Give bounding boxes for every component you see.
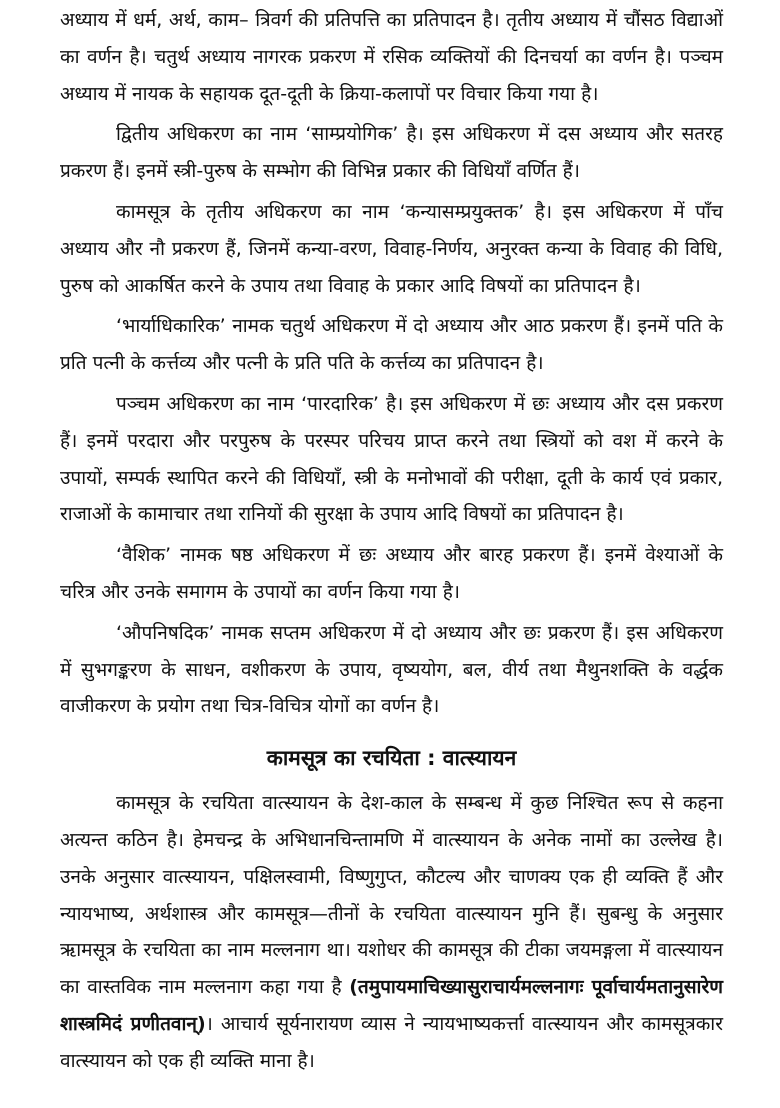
- document-page: [60, 2, 723, 1084]
- section-heading: कामसूत्र का रचयिता : वात्स्यायन: [266, 746, 517, 771]
- paragraph-2: द्वितीय अधिकरण का नाम ‘साम्प्रयोगिक’ है। इस अधिकरण में दस अध्याय और सतरह प्रकरण हैं। इनमें स्त्री-पुरुष के सम्भोग की विभिन्न प्रकार की विधियाँ वर्णित हैं।: [60, 123, 723, 183]
- paragraph-3: कामसूत्र के तृतीय अधिकरण का नाम ‘कन्यासम्प्रयुक्तक’ है। इस अधिकरण में पाँच अध्याय और नौ प्रकरण हैं, जिनमें कन्या-वरण, विवाह-निर्णय, अनुरक्त कन्या के विवाह की विधि, पुरुष को आकर्षित करने के उपाय तथा विवाह के प्रकार आदि विषयों का प्रतिपादन है।: [60, 200, 723, 297]
- paragraph-4: ‘भार्याधिकारिक’ नामक चतुर्थ अधिकरण में दो अध्याय और आठ प्रकरण हैं। इनमें पति के प्रति पत्नी के कर्त्तव्य और पत्नी के प्रति पति के कर्त्तव्य का प्रतिपादन है।: [60, 315, 723, 375]
- paragraph-6: ‘वैशिक’ नामक षष्ठ अधिकरण में छः अध्याय और बारह प्रकरण हैं। इनमें वेश्याओं के चरित्र और उनके समागम के उपायों का वर्णन किया गया है।: [60, 544, 723, 603]
- paragraph-1: अध्याय में धर्म, अर्थ, काम– त्रिवर्ग की प्रतिपत्ति का प्रतिपादन है। तृतीय अध्याय में चौंसठ विद्याओं का वर्णन है। चतुर्थ अध्याय नागरक प्रकरण में रसिक व्यक्तियों की दिनचर्या का वर्णन है। पञ्चम अध्याय में नायक के सहायक दूत-दूती के क्रिया-कलापों पर विचार किया गया है।: [60, 9, 723, 105]
- paragraph-7: ‘औपनिषदिक’ नामक सप्तम अधिकरण में दो अध्याय और छः प्रकरण हैं। इस अधिकरण में सुभगङ्करण के साधन, वशीकरण के उपाय, वृष्ययोग, बल, वीर्य तथा मैथुनशक्ति के वर्द्धक वाजीकरण के प्रयोग तथा चित्र-विचित्र योगों का वर्णन है।: [60, 621, 723, 718]
- paragraph-8-text: कामसूत्र के रचयिता वात्स्यायन के देश-काल के सम्बन्ध में कुछ निश्चित रूप से कहना अत्यन्त कठिन है। हेमचन्द्र के अभिधानचिन्तामणि में वात्स्यायन के अनेक नामों का उल्लेख है। उनके अनुसार वात्स्यायन, पक्षिलस्वामी, विष्णुगुप्त, कौटल्य और चाणक्य एक ही व्यक्ति हैं और न्यायभाष्य, अर्थशास्त्र और कामसूत्र—तीनों के रचयिता वात्स्यायन मुनि हैं। सुबन्धु के अनुसार ऋामसूत्र के रचयिता का नाम मल्लनाग था। यशोधर की कामसूत्र की टीका जयमङ्गला में वात्स्यायन का वास्तविक नाम मल्लनाग कहा गया है: [60, 792, 723, 999]
- paragraph-8: [60, 785, 723, 1079]
- paragraph-5: पञ्चम अधिकरण का नाम ‘पारदारिक’ है। इस अधिकरण में छः अध्याय और दस प्रकरण हैं। इनमें परदारा और परपुरुष के परस्पर परिचय प्राप्त करने तथा स्त्रियों को वश में करने के उपायों, सम्पर्क स्थापित करने की विधियाँ, स्त्री के मनोभावों की परीक्षा, दूती के कार्य एवं प्रकार, राजाओं के कामाचार तथा रानियों की सुरक्षा के उपाय आदि विषयों का प्रतिपादन है।: [60, 392, 723, 526]
- paragraph-8-text-end: । आचार्य सूर्यनारायण व्यास ने न्यायभाष्यकर्त्ता वात्स्यायन और कामसूत्रकार वात्स्यायन को एक ही व्यक्ति माना है।: [60, 1012, 723, 1072]
- sanskrit-quote: (तमुपायमाचिख्यासुराचार्यमल्लनागः पूर्वाचार्यमतानुसारेण शास्त्रमिदं प्रणीतवान्): [60, 976, 723, 1035]
